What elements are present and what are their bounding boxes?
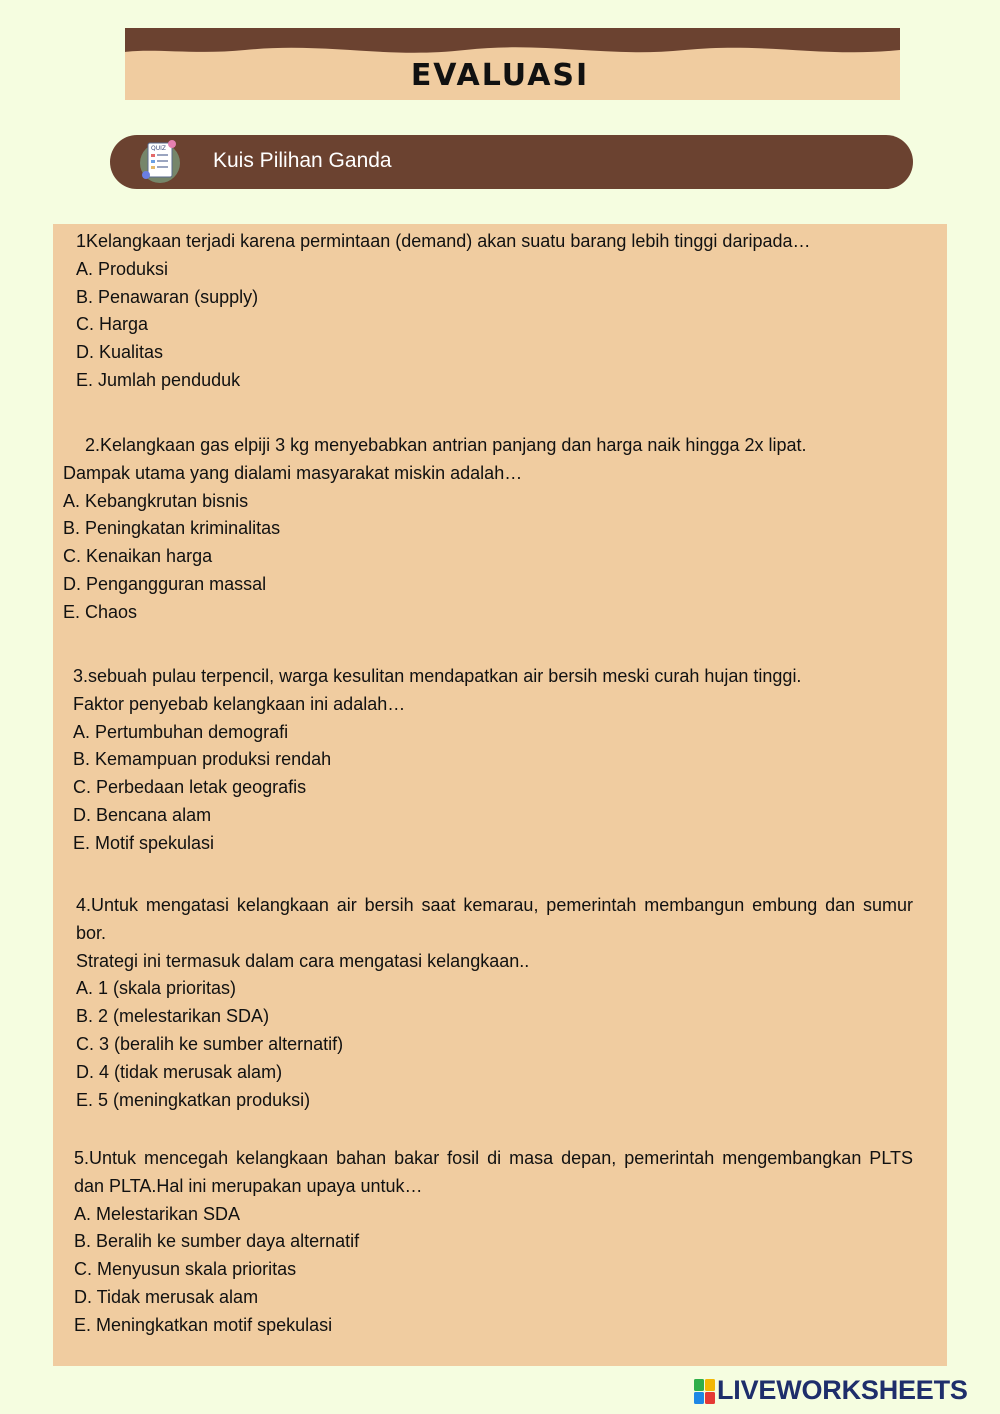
question-prompt: 2.Kelangkaan gas elpiji 3 kg menyebabkan antrian panjang dan harga naik hingga 2x lipat.: [85, 435, 807, 455]
liveworksheets-logo-icon: [694, 1379, 716, 1405]
quiz-icon-text: QUIZ: [151, 145, 166, 152]
brand-name: LIVEWORKSHEETS: [717, 1375, 968, 1405]
option-b[interactable]: B. 2 (melestarikan SDA): [76, 1006, 270, 1027]
liveworksheets-logo[interactable]: [694, 1374, 990, 1408]
option-e[interactable]: E. Meningkatkan motif spekulasi: [74, 1314, 333, 1335]
page-title: EVALUASI: [410, 58, 590, 93]
option-c[interactable]: C. Perbedaan letak geografis: [73, 777, 307, 798]
option-e[interactable]: E. Motif spekulasi: [73, 832, 215, 853]
wavy-border-decoration: [125, 28, 900, 62]
option-d[interactable]: D. Kualitas: [76, 342, 164, 363]
option-a[interactable]: A. 1 (skala prioritas): [76, 978, 237, 999]
question-prompt: 3.sebuah pulau terpencil, warga kesulitan mendapatkan air bersih meski curah hujan tinggi.: [73, 666, 802, 686]
question-3: [73, 663, 923, 858]
option-c[interactable]: C. Menyusun skala prioritas: [74, 1259, 297, 1280]
option-c[interactable]: C. Kenaikan harga: [63, 546, 213, 567]
option-c[interactable]: C. Harga: [76, 314, 149, 335]
question-prompt: 5.Untuk mencegah kelangkaan bahan bakar fosil di masa depan, pemerintah mengembangkan PLTS dan PLTA.Hal ini merupakan upaya untuk…: [74, 1148, 913, 1196]
option-d[interactable]: D. Bencana alam: [73, 804, 212, 825]
section-title: Kuis Pilihan Ganda: [213, 149, 392, 172]
question-prompt-continued: Faktor penyebab kelangkaan ini adalah…: [73, 693, 406, 714]
question-prompt: 4.Untuk mengatasi kelangkaan air bersih saat kemarau, pemerintah membangun embung dan sumur bor.: [76, 895, 913, 943]
question-5: [74, 1145, 913, 1340]
option-b[interactable]: B. Penawaran (supply): [76, 286, 259, 307]
question-2: [63, 432, 933, 627]
option-e[interactable]: E. Jumlah penduduk: [76, 369, 241, 390]
option-a[interactable]: A. Kebangkrutan bisnis: [63, 490, 249, 511]
option-e[interactable]: E. Chaos: [63, 601, 138, 622]
option-b[interactable]: B. Peningkatan kriminalitas: [63, 518, 281, 539]
option-a[interactable]: A. Pertumbuhan demografi: [73, 721, 289, 742]
option-b[interactable]: B. Kemampuan produksi rendah: [73, 749, 332, 770]
option-d[interactable]: D. 4 (tidak merusak alam): [76, 1061, 283, 1082]
question-prompt-continued: Dampak utama yang dialami masyarakat miskin adalah…: [63, 462, 523, 483]
question-prompt: 1Kelangkaan terjadi karena permintaan (demand) akan suatu barang lebih tinggi daripada…: [76, 231, 811, 251]
option-d[interactable]: D. Pengangguran massal: [63, 573, 267, 594]
question-prompt-continued: Strategi ini termasuk dalam cara mengatasi kelangkaan..: [76, 950, 530, 971]
option-e[interactable]: E. 5 (meningkatkan produksi): [76, 1089, 311, 1110]
question-4: [76, 892, 913, 1114]
option-b[interactable]: B. Beralih ke sumber daya alternatif: [74, 1231, 360, 1252]
option-d[interactable]: D. Tidak merusak alam: [74, 1286, 259, 1307]
option-a[interactable]: A. Produksi: [76, 258, 169, 279]
question-1: [76, 228, 926, 395]
quiz-clipboard-icon: [138, 137, 182, 185]
option-c[interactable]: C. 3 (beralih ke sumber alternatif): [76, 1033, 344, 1054]
option-a[interactable]: A. Melestarikan SDA: [74, 1203, 241, 1224]
